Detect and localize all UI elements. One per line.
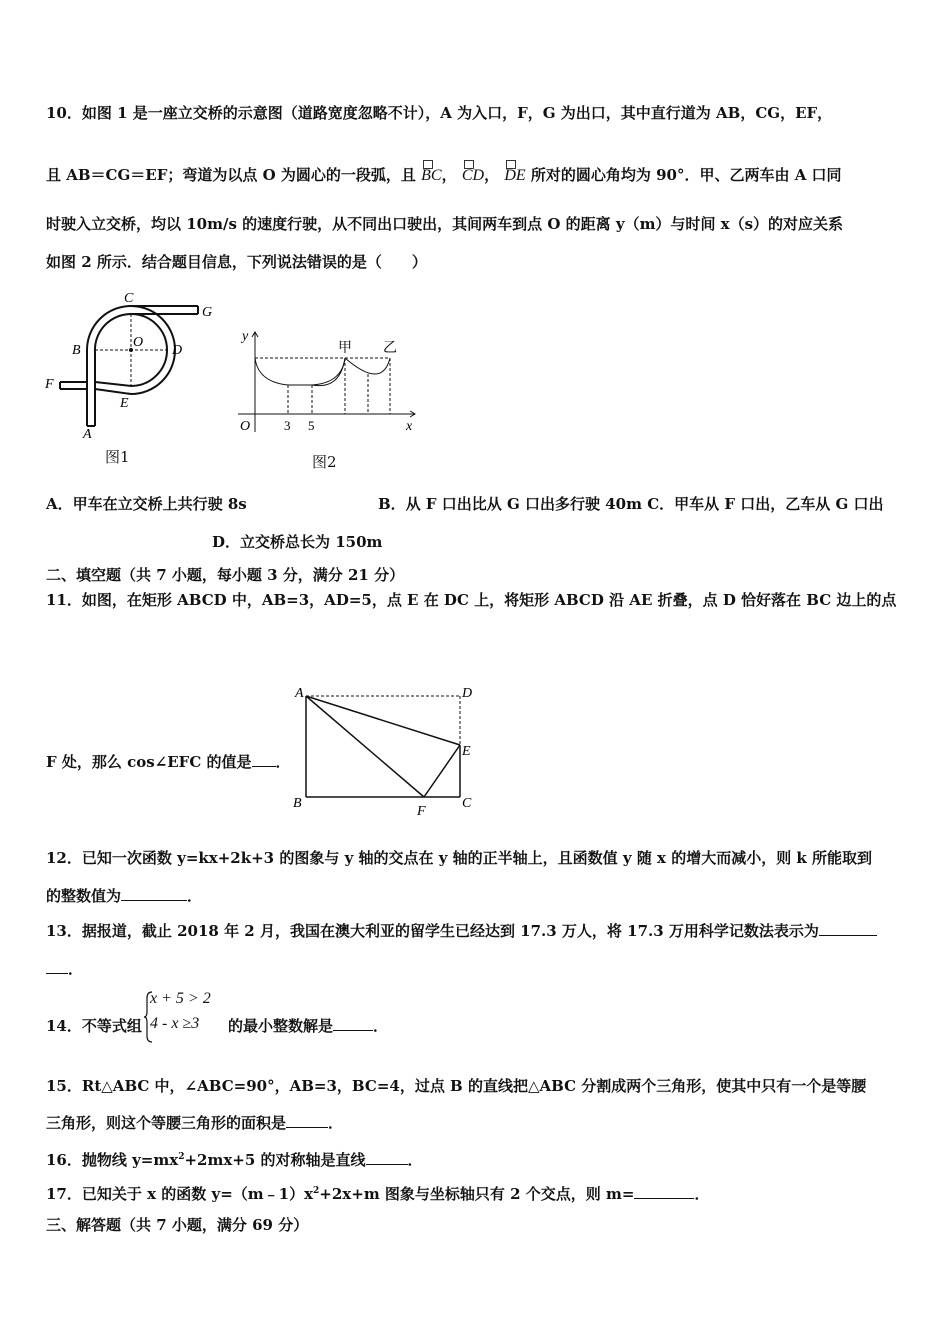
q11-line1: 11．如图，在矩形 ABCD 中，AB=3，AD=5，点 E 在 DC 上，将矩形 ABCD 沿 AE 折叠，点 D 恰好落在 BC 边上的点 xyxy=(46,591,897,609)
q10-line2-b: 所对的圆心角均为 90°．甲、乙两车由 A 口同 xyxy=(530,166,842,184)
q14-end: ． xyxy=(373,1017,389,1035)
q17-prefix: 17．已知关于 x 的函数 y=（m﹣1）x xyxy=(46,1185,314,1203)
q10-option-bc: B．从 F 口出比从 G 口出多行驶 40m C．甲车从 F 口出，乙车从 G 口出 xyxy=(378,495,884,513)
q10-sep1: ， xyxy=(441,166,457,184)
section-2-heading: 二、填空题（共 7 小题，每小题 3 分，满分 21 分） xyxy=(46,566,405,584)
q15-line2-end: ． xyxy=(328,1114,344,1132)
fig1-caption: 图1 xyxy=(105,448,130,466)
q17-end: ． xyxy=(694,1185,710,1203)
q12-line1: 12．已知一次函数 y=kx+2k+3 的图象与 y 轴的交点在 y 轴的正半轴上，且函数值 y 随 x 的增大而减小，则 k 所能取到 xyxy=(46,849,873,867)
fig2-label-jia: 甲 xyxy=(338,340,352,356)
q17-mid: +2x+m 图象与坐标轴只有 2 个交点，则 m= xyxy=(319,1185,635,1203)
q16-end: ． xyxy=(407,1151,423,1169)
q12-line2-end: ． xyxy=(187,887,203,905)
fig2-tick-3: 3 xyxy=(284,418,291,433)
q14-answer-blank[interactable] xyxy=(333,1016,373,1031)
q10-line1: 10．如图 1 是一座立交桥的示意图（道路宽度忽略不计），A 为入口，F，G 为出口，其中直行道为 AB，CG，EF， xyxy=(46,104,833,122)
inequality-2: 4 - x ≥3 xyxy=(150,1015,200,1032)
q13-line2 xyxy=(46,959,83,979)
q10-sep2: ， xyxy=(484,166,500,184)
q15-line1: 15．Rt△ABC 中，∠ABC=90°，AB=3，BC=4，过点 B 的直线把△ABC 分割成两个三角形，使其中只有一个是等腰 xyxy=(46,1077,867,1095)
q14-suffix-text: 的最小整数解是 xyxy=(228,1017,334,1035)
fig2-label-yi: 乙 xyxy=(383,340,397,356)
fig2-label-o: O xyxy=(240,419,251,434)
q13-answer-blank-2[interactable] xyxy=(46,959,68,974)
q11-line2-end: ． xyxy=(275,753,291,771)
fig2-caption: 图2 xyxy=(312,453,337,471)
fig2-label-y: y xyxy=(242,329,249,344)
q17-line xyxy=(46,1181,709,1204)
figure-2-graph xyxy=(230,322,430,442)
arc-bc: BC xyxy=(421,167,442,184)
rect-label-a: A xyxy=(295,686,304,701)
q13-answer-blank-1[interactable] xyxy=(819,921,877,936)
q16-superscript: 2 xyxy=(178,1152,185,1162)
q15-answer-blank[interactable] xyxy=(286,1113,328,1128)
q17-superscript: 2 xyxy=(313,1186,320,1196)
fig1-label-c: C xyxy=(124,291,134,306)
rect-label-f: F xyxy=(417,804,426,819)
q12-line2 xyxy=(46,886,202,906)
q10-line2-a: 且 AB＝CG＝EF；弯道为以点 O 为圆心的一段弧，且 xyxy=(46,166,416,184)
q13-line1 xyxy=(46,921,877,941)
section-3-heading: 三、解答题（共 7 小题，满分 69 分） xyxy=(46,1216,309,1234)
q16-line xyxy=(46,1147,423,1170)
fig1-label-o: O xyxy=(133,335,144,350)
inequality-1: x + 5 > 2 xyxy=(150,990,211,1007)
q11-answer-blank[interactable] xyxy=(252,752,276,767)
arc-cd: CD xyxy=(461,167,485,184)
rect-label-b: B xyxy=(293,796,302,811)
q10-option-d: D．立交桥总长为 150m xyxy=(212,533,383,551)
rect-label-c: C xyxy=(462,796,472,811)
figure-1-interchange xyxy=(40,290,230,450)
q13-line2-end: ． xyxy=(68,960,84,978)
q17-answer-blank[interactable] xyxy=(634,1184,694,1199)
fig1-label-e: E xyxy=(120,396,129,411)
q10-line3: 时驶入立交桥，均以 10m/s 的速度行驶，从不同出口驶出，其间两车到点 O 的距离 y（m）与时间 x（s）的对应关系 xyxy=(46,215,844,233)
q11-line2-text: F 处，那么 cos∠EFC 的值是 xyxy=(46,753,252,771)
q10-option-a: A．甲车在立交桥上共行驶 8s xyxy=(46,495,247,513)
q16-mid: +2mx+5 的对称轴是直线 xyxy=(184,1151,366,1169)
q16-answer-blank[interactable] xyxy=(366,1150,408,1165)
fig1-label-d: D xyxy=(172,343,183,358)
fig2-tick-5: 5 xyxy=(308,418,315,433)
q16-prefix: 16．抛物线 y=mx xyxy=(46,1151,179,1169)
inequality-system xyxy=(150,990,211,1040)
q13-line1-text: 13．据报道，截止 2018 年 2 月，我国在澳大利亚的留学生已经达到 17.3 万人，将 17.3 万用科学记数法表示为 xyxy=(46,922,819,940)
rect-label-e: E xyxy=(462,744,471,759)
arc-de: DE xyxy=(504,167,526,184)
q15-line2 xyxy=(46,1113,343,1133)
fig1-label-b: B xyxy=(72,343,81,358)
q14-suffix xyxy=(228,1016,388,1036)
rect-label-d: D xyxy=(462,686,473,701)
q10-line2 xyxy=(46,165,842,186)
figure-rectangle-fold xyxy=(290,683,490,818)
fig1-label-a: A xyxy=(83,427,92,442)
q14-prefix: 14．不等式组 xyxy=(46,1017,142,1035)
q12-answer-blank[interactable] xyxy=(121,886,187,901)
fig1-label-f: F xyxy=(45,377,54,392)
q11-line2 xyxy=(46,752,291,772)
q12-line2-text: 的整数值为 xyxy=(46,887,122,905)
fig2-label-x: x xyxy=(406,419,413,434)
q15-line2-text: 三角形，则这个等腰三角形的面积是 xyxy=(46,1114,287,1132)
q10-line4: 如图 2 所示．结合题目信息，下列说法错误的是（ ） xyxy=(46,253,427,271)
fig1-label-g: G xyxy=(202,305,213,320)
